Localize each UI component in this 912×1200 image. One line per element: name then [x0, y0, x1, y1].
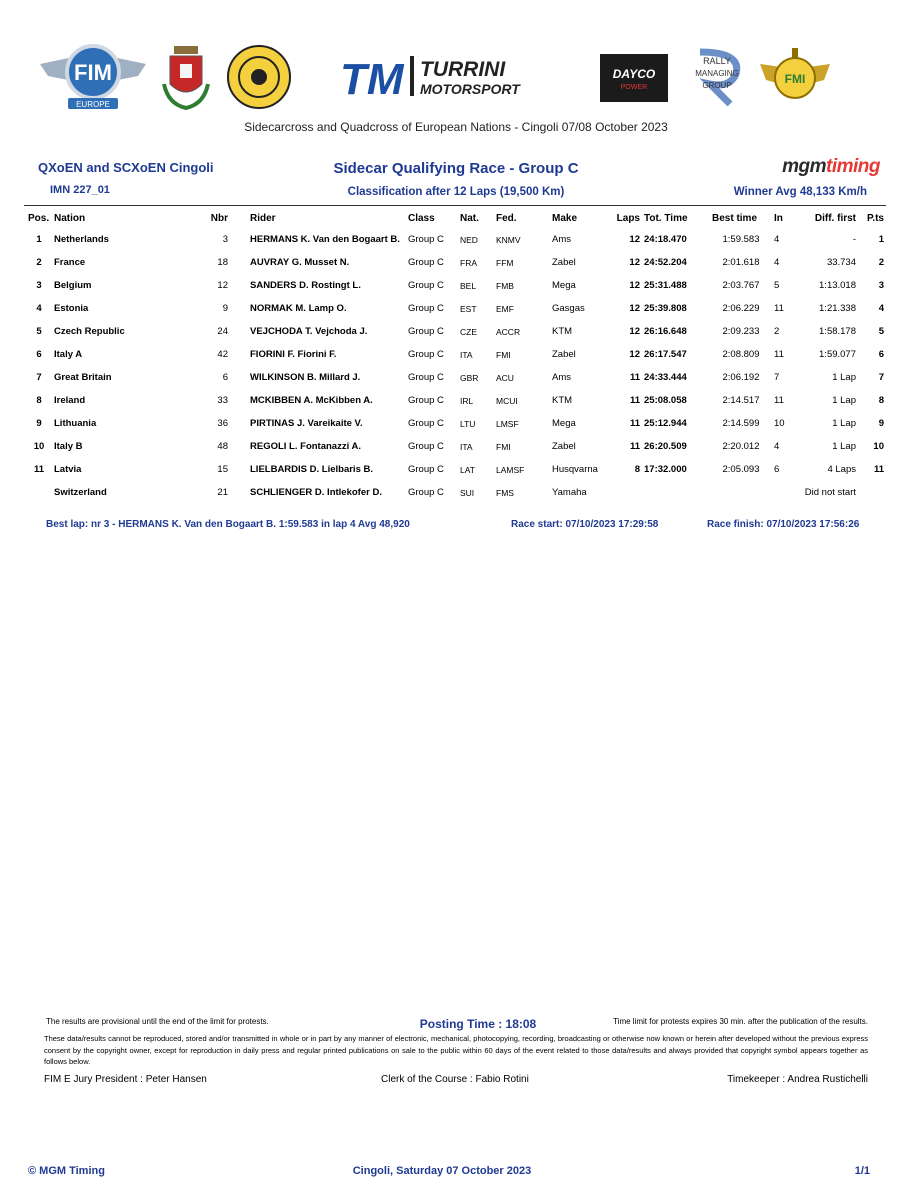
mgm-logo-a: mgm: [782, 156, 826, 177]
dayco-logo: [600, 54, 668, 102]
row-nation: Lithuania: [54, 418, 97, 429]
row-best-time: 2:09.233: [722, 326, 760, 337]
row-pos: 9: [36, 418, 42, 429]
row-rider: WILKINSON B. Millard J.: [250, 372, 361, 383]
table-row: [26, 435, 886, 458]
row-class: Group C: [408, 234, 444, 245]
col-tot-time: Tot. Time: [644, 212, 688, 224]
row-pos: 6: [36, 349, 42, 360]
mgm-timing-logo: [782, 156, 880, 178]
row-fed: MCUI: [496, 395, 518, 406]
row-diff-first: 1:13.018: [819, 280, 856, 291]
col-laps: Laps: [616, 212, 640, 224]
row-rider: VEJCHODA T. Vejchoda J.: [250, 326, 368, 337]
row-tot-time: 17:32.000: [644, 464, 687, 475]
row-class: Group C: [408, 395, 444, 406]
row-in: 4: [774, 257, 780, 268]
row-pts: 6: [878, 349, 884, 360]
sponsor-logo-strip: [0, 38, 912, 116]
table-row: [26, 228, 886, 251]
row-nbr: 21: [217, 487, 228, 498]
fmi-logo: [758, 46, 832, 108]
row-rider: SCHLIENGER D. Intlekofer D.: [250, 487, 382, 498]
row-nat: LTU: [460, 418, 476, 429]
row-rider: FIORINI F. Fiorini F.: [250, 349, 337, 360]
results-table: [26, 208, 886, 504]
row-best-time: 2:01.618: [722, 257, 760, 268]
row-laps: 12: [629, 234, 640, 245]
row-class: Group C: [408, 441, 444, 452]
row-diff-first: 1 Lap: [832, 441, 856, 452]
row-class: Group C: [408, 280, 444, 291]
row-nat: BEL: [460, 280, 477, 291]
motorsport-text: MOTORSPORT: [420, 81, 520, 97]
row-in: 10: [774, 418, 785, 429]
row-laps: 11: [629, 395, 640, 406]
row-pos: 7: [36, 372, 42, 383]
col-rider: Rider: [250, 212, 276, 224]
place-date: Cingoli, Saturday 07 October 2023: [352, 1165, 532, 1177]
row-tot-time: 24:33.444: [644, 372, 687, 383]
race-finish-info: Race finish: 07/10/2023 17:56:26: [707, 519, 860, 530]
row-nat: ITA: [460, 349, 473, 360]
row-rider: AUVRAY G. Musset N.: [250, 257, 350, 268]
managing-text: MANAGING: [695, 69, 739, 78]
row-tot-time: 26:20.509: [644, 441, 687, 452]
row-rider: LIELBARDIS D. Lielbaris B.: [250, 464, 373, 475]
copyright-legal-text: These data/results cannot be reproduced, stored and/or transmitted in whole or in part by any manner of electronic, mechanical, photocopying, recording, broadcasting or otherwise now known or herein after developed without the previous express consent by the copyright owner, except for reproduction in daily press and regular printed publications on sale to the public within 60 days of the event related to those data/results and always provided that copyright symbol appears together as follows below.: [44, 1034, 868, 1066]
motoclub-cingoli-logo: [226, 44, 292, 110]
row-nbr: 3: [222, 234, 228, 245]
row-nbr: 9: [222, 303, 228, 314]
row-laps: [612, 481, 642, 504]
row-rider: MCKIBBEN A. McKibben A.: [250, 395, 373, 406]
row-pos: [26, 481, 52, 504]
group-text: GROUP: [702, 81, 732, 90]
row-pos: 8: [36, 395, 42, 406]
best-lap-info: Best lap: nr 3 - HERMANS K. Van den Bogaart B. 1:59.583 in lap 4 Avg 48,920: [46, 519, 410, 530]
row-make: KTM: [552, 395, 573, 406]
row-diff-first: 33.734: [826, 257, 856, 268]
row-make: Ams: [552, 372, 571, 383]
row-fed: LMSF: [496, 418, 519, 429]
fmi-text: FMI: [784, 72, 806, 86]
row-pos: 3: [36, 280, 42, 291]
row-class: Group C: [408, 487, 444, 498]
row-make: Gasgas: [552, 303, 585, 314]
row-best-time: 2:06.192: [722, 372, 760, 383]
row-make: KTM: [552, 326, 573, 337]
row-fed: EMF: [496, 303, 514, 314]
table-row: [26, 320, 886, 343]
row-in: 2: [774, 326, 780, 337]
fim-logo-text: FIM: [74, 60, 112, 85]
row-laps: 12: [629, 349, 640, 360]
row-best-time: 2:08.809: [722, 349, 760, 360]
row-tot-time: 25:31.488: [644, 280, 687, 291]
row-pos: 5: [36, 326, 42, 337]
table-row: [26, 297, 886, 320]
row-nat: NED: [460, 234, 478, 245]
row-pts: 10: [873, 441, 884, 452]
row-make: Zabel: [552, 257, 576, 268]
row-pos: 2: [36, 257, 42, 268]
race-title: Sidecar Qualifying Race - Group C: [333, 160, 579, 177]
row-nation: Ireland: [54, 395, 86, 406]
row-laps: 11: [629, 441, 640, 452]
row-rider: SANDERS D. Rostingt L.: [250, 280, 361, 291]
page-number: 1/1: [854, 1165, 870, 1177]
row-nation: Estonia: [54, 303, 89, 314]
col-nbr: Nbr: [210, 212, 228, 224]
row-pos: 11: [33, 464, 45, 475]
row-in: 4: [774, 234, 780, 245]
row-diff-first: 4 Laps: [827, 464, 856, 475]
table-row: [26, 412, 886, 435]
tm-text: TM: [340, 55, 404, 100]
row-class: Group C: [408, 349, 444, 360]
row-make: Husqvarna: [552, 464, 598, 475]
copyright-mgm: © MGM Timing: [28, 1165, 105, 1177]
row-nbr: 18: [217, 257, 228, 268]
row-diff-first: 1:21.338: [819, 303, 856, 314]
row-nation: Netherlands: [54, 234, 109, 245]
row-nbr: 6: [222, 372, 228, 383]
row-pts: 11: [873, 464, 884, 475]
row-fed: FMS: [496, 487, 514, 498]
row-in: 11: [774, 395, 784, 406]
row-pts: 2: [878, 257, 884, 268]
row-laps: 11: [629, 418, 640, 429]
row-best-time: 2:03.767: [722, 280, 760, 291]
row-laps: 12: [629, 326, 640, 337]
col-best-time: Best time: [712, 212, 758, 224]
row-class: Group C: [408, 464, 444, 475]
col-make: Make: [552, 212, 578, 224]
row-laps: 11: [629, 372, 640, 383]
row-tot-time: 25:39.808: [644, 303, 687, 314]
row-make: Ams: [552, 234, 571, 245]
row-pts: 3: [878, 280, 884, 291]
row-laps: 8: [634, 464, 640, 475]
results-body: [26, 228, 886, 504]
row-in: 11: [774, 303, 784, 314]
row-tot-time: 25:12.944: [644, 418, 687, 429]
row-pos: 1: [36, 234, 42, 245]
row-fed: FMI: [496, 349, 511, 360]
winner-average: Winner Avg 48,133 Km/h: [733, 186, 867, 198]
row-nat: LAT: [460, 464, 475, 475]
mgm-logo-b: timing: [826, 156, 880, 177]
jury-president: FIM E Jury President : Peter Hansen: [44, 1074, 207, 1085]
row-nation: Switzerland: [54, 487, 107, 498]
row-class: Group C: [408, 303, 444, 314]
col-diff-first: Diff. first: [814, 212, 856, 224]
row-pts: [858, 481, 886, 504]
row-in: 11: [774, 349, 784, 360]
row-fed: FMI: [496, 441, 511, 452]
row-nbr: 36: [217, 418, 228, 429]
row-nation: France: [54, 257, 86, 268]
col-pts: P.ts: [866, 212, 884, 224]
col-in: In: [774, 212, 783, 224]
row-nat: CZE: [460, 326, 477, 337]
row-pts: 1: [878, 234, 884, 245]
row-rider: HERMANS K. Van den Bogaart B.: [250, 234, 400, 245]
row-nbr: 15: [217, 464, 228, 475]
fim-europe-logo: [38, 42, 148, 110]
dayco-text: DAYCO: [612, 67, 656, 81]
row-make: Yamaha: [552, 487, 587, 498]
row-diff-first: 1:59.077: [819, 349, 856, 360]
row-nat: GBR: [460, 372, 479, 383]
row-pos: 4: [36, 303, 42, 314]
row-nbr: 48: [217, 441, 228, 452]
row-pts: 8: [878, 395, 884, 406]
row-class: Group C: [408, 418, 444, 429]
row-tot-time: 26:16.648: [644, 326, 687, 337]
row-best-time: 2:14.517: [722, 395, 760, 406]
provisional-note: The results are provisional until the end of the limit for protests.: [46, 1017, 269, 1026]
row-tot-time: 24:18.470: [644, 234, 687, 245]
turrini-motorsport-logo: [338, 52, 528, 100]
imn-code: IMN 227_01: [50, 184, 110, 196]
row-tot-time: 25:08.058: [644, 395, 687, 406]
row-nation: Italy B: [54, 441, 83, 452]
row-nat: FRA: [460, 257, 477, 268]
table-row: [26, 389, 886, 412]
row-make: Mega: [552, 280, 576, 291]
row-diff-first: 1:58.178: [819, 326, 856, 337]
row-pts: 4: [878, 303, 884, 314]
table-header-row: [26, 208, 886, 228]
row-nation: Italy A: [54, 349, 83, 360]
row-laps: 12: [629, 257, 640, 268]
row-tot-time: [642, 481, 710, 504]
row-diff-first: 1 Lap: [832, 395, 856, 406]
row-nation: Czech Republic: [54, 326, 125, 337]
row-fed: FMB: [496, 280, 514, 291]
row-make: Mega: [552, 418, 576, 429]
row-rider: REGOLI L. Fontanazzi A.: [250, 441, 362, 452]
event-name: QXoEN and SCXoEN Cingoli: [38, 160, 214, 175]
rally-managing-group-logo: [680, 48, 754, 106]
row-pts: 7: [878, 372, 884, 383]
row-best-time: 2:05.093: [722, 464, 760, 475]
col-nat: Nat.: [460, 212, 479, 224]
col-fed: Fed.: [496, 212, 517, 224]
row-in: 7: [774, 372, 780, 383]
row-pos: 10: [33, 441, 45, 452]
row-fed: FFM: [496, 257, 514, 268]
row-best-time: 1:59.583: [722, 234, 760, 245]
row-make: Zabel: [552, 441, 576, 452]
cingoli-crest-logo: [160, 44, 212, 110]
dayco-power-text: POWER: [620, 84, 648, 91]
event-subtitle: Sidecarcross and Quadcross of European Nations - Cingoli 07/08 October 2023: [244, 120, 668, 134]
row-in: 4: [774, 441, 780, 452]
row-nation: Latvia: [54, 464, 82, 475]
row-tot-time: 24:52.204: [644, 257, 687, 268]
row-fed: ACCR: [496, 326, 521, 337]
timekeeper: Timekeeper : Andrea Rustichelli: [727, 1074, 868, 1085]
row-fed: LAMSF: [496, 464, 525, 475]
row-nat: EST: [460, 303, 477, 314]
row-nat: ITA: [460, 441, 473, 452]
row-rider: NORMAK M. Lamp O.: [250, 303, 347, 314]
col-nation: Nation: [54, 212, 86, 224]
row-nbr: 24: [217, 326, 228, 337]
row-class: Group C: [408, 372, 444, 383]
table-row: [26, 251, 886, 274]
row-best-time: [710, 481, 772, 504]
table-row: [26, 274, 886, 297]
row-best-time: 2:06.229: [722, 303, 760, 314]
row-fed: ACU: [496, 372, 514, 383]
col-pos: Pos.: [28, 212, 50, 224]
row-nbr: 12: [217, 280, 228, 291]
row-nat: IRL: [460, 395, 474, 406]
row-laps: 12: [629, 280, 640, 291]
protest-limit-note: Time limit for protests expires 30 min. after the publication of the results.: [613, 1017, 868, 1026]
row-nat: SUI: [460, 487, 475, 498]
row-pts: 5: [878, 326, 884, 337]
turrini-text: TURRINI: [420, 58, 506, 81]
table-row: [26, 458, 886, 481]
row-make: Zabel: [552, 349, 576, 360]
row-in: [772, 481, 800, 504]
posting-time: Posting Time : 18:08: [419, 1017, 537, 1031]
table-row: [26, 366, 886, 389]
fim-europe-sub-text: EUROPE: [76, 100, 110, 109]
row-best-time: 2:14.599: [722, 418, 760, 429]
row-nation: Great Britain: [54, 372, 112, 383]
row-class: Group C: [408, 257, 444, 268]
row-in: 5: [774, 280, 780, 291]
row-best-time: 2:20.012: [722, 441, 760, 452]
row-pts: 9: [878, 418, 884, 429]
row-nbr: 33: [217, 395, 228, 406]
classification-info: Classification after 12 Laps (19,500 Km): [347, 186, 565, 198]
row-in: 6: [774, 464, 780, 475]
row-rider: PIRTINAS J. Vareikaite V.: [250, 418, 363, 429]
table-row: [26, 343, 886, 366]
row-diff-first: 1 Lap: [832, 418, 856, 429]
col-class: Class: [408, 212, 435, 224]
table-row: [26, 481, 886, 504]
rally-text: RALLY: [703, 56, 731, 66]
row-fed: KNMV: [496, 234, 521, 245]
race-start-info: Race start: 07/10/2023 17:29:58: [511, 519, 659, 530]
clerk-of-course: Clerk of the Course : Fabio Rotini: [381, 1074, 529, 1085]
row-class: Group C: [408, 326, 444, 337]
row-diff-first: 1 Lap: [832, 372, 856, 383]
row-diff-first: Did not start: [804, 487, 856, 498]
table-top-rule: [24, 205, 886, 206]
row-tot-time: 26:17.547: [644, 349, 687, 360]
row-nbr: 42: [217, 349, 228, 360]
row-nation: Belgium: [54, 280, 92, 291]
row-laps: 12: [629, 303, 640, 314]
row-diff-first: -: [852, 234, 856, 245]
